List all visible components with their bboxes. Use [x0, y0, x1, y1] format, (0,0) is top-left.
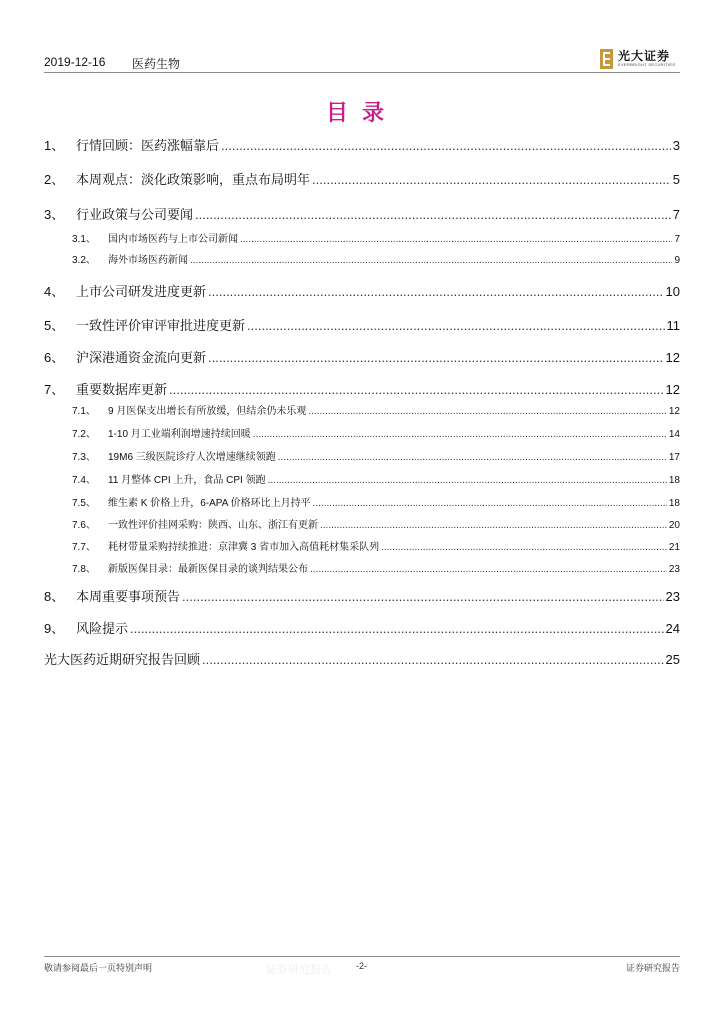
- toc-entry-number: 7.6、: [72, 520, 96, 531]
- toc-entry-page: 9: [674, 255, 680, 266]
- toc-dot-leader: [308, 406, 667, 417]
- toc-entry-number: 7.5、: [72, 498, 96, 509]
- toc-entry-page: 5: [672, 172, 680, 187]
- toc-entry[interactable]: [44, 315, 680, 334]
- toc-entry-number: 7.1、: [72, 406, 96, 417]
- toc-entry-label: 一致性评价审评审批进度更新: [76, 318, 246, 333]
- toc-entry-number: 7.8、: [72, 564, 96, 575]
- toc-dot-leader: [240, 234, 672, 245]
- toc-dot-leader: [202, 652, 664, 667]
- toc-entry-number: 7、: [44, 382, 65, 397]
- footer-report-type: 证券研究报告: [625, 963, 680, 973]
- logo-english-name: EVERBRIGHT SECURITIES: [618, 62, 676, 67]
- toc-entry-label: 9 月医保支出增长有所放缓，但结余仍未乐观: [108, 406, 307, 417]
- toc-dot-leader: [247, 318, 664, 333]
- toc-entry-label: 国内市场医药与上市公司新闻: [108, 234, 238, 245]
- toc-entry-number: 7.2、: [72, 429, 96, 440]
- toc-entry-label: 上市公司研发进度更新: [76, 284, 207, 299]
- toc-entry-label: 一致性评价挂网采购：陕西、山东、浙江有更新: [108, 520, 318, 531]
- toc-entry-page: 23: [668, 564, 680, 575]
- toc-entry-page: 23: [665, 589, 680, 604]
- toc-entry-label: 海外市场医药新闻: [108, 255, 188, 266]
- toc-entry-label: 重要数据库更新: [76, 382, 168, 397]
- toc-dot-leader: [253, 429, 667, 440]
- toc-entry-label: 沪深港通资金流向更新: [76, 350, 207, 365]
- toc-entry-number: 7.4、: [72, 475, 96, 486]
- page-number: -2-: [356, 961, 367, 971]
- toc-entry[interactable]: [44, 402, 680, 417]
- toc-entry[interactable]: [44, 347, 680, 366]
- toc-dot-leader: [182, 589, 664, 604]
- toc-entry-number: 1、: [44, 138, 65, 153]
- toc-entry[interactable]: [44, 281, 680, 300]
- toc-entry-page: 11: [666, 318, 680, 333]
- toc-entry-label: 风险提示: [76, 621, 129, 636]
- toc-entry-number: 6、: [44, 350, 65, 365]
- toc-entry[interactable]: [44, 448, 680, 463]
- toc-entry-page: 18: [668, 475, 680, 486]
- toc-entry[interactable]: [44, 425, 680, 440]
- toc-entry-label: 本周重要事项预告: [76, 589, 181, 604]
- toc-entry[interactable]: [44, 560, 680, 575]
- page-header: [44, 50, 680, 72]
- toc-dot-leader: [208, 350, 664, 365]
- toc-entry[interactable]: [44, 586, 680, 605]
- toc-dot-leader: [313, 498, 667, 509]
- toc-entry-page: 7: [672, 207, 680, 222]
- toc-entry[interactable]: [44, 494, 680, 509]
- toc-entry-number: 4、: [44, 284, 65, 299]
- toc-entry-label: 行业政策与公司要闻: [76, 207, 194, 222]
- toc-entry-number: 8、: [44, 589, 65, 604]
- toc-entry[interactable]: [44, 135, 680, 154]
- toc-entry[interactable]: [44, 516, 680, 531]
- toc-entry-page: 3: [672, 138, 680, 153]
- toc-entry-number: 2、: [44, 172, 65, 187]
- toc-entry-page: 12: [668, 406, 680, 417]
- toc-dot-leader: [195, 207, 671, 222]
- toc-entry[interactable]: [44, 538, 680, 553]
- footer-disclaimer: 敬请参阅最后一页特别声明: [44, 963, 153, 973]
- toc-entry-page: 12: [665, 382, 680, 397]
- toc-entry-page: 21: [668, 542, 680, 553]
- toc-entry[interactable]: [44, 169, 680, 188]
- page-footer: [44, 961, 680, 977]
- toc-dot-leader: [169, 382, 664, 397]
- toc-entry-page: 7: [674, 234, 680, 245]
- toc-entry-label: 本周观点：淡化政策影响，重点布局明年: [76, 172, 311, 187]
- toc-dot-leader: [130, 621, 664, 636]
- logo-chinese-name: 光大证券: [618, 49, 671, 63]
- header-divider: [44, 72, 680, 73]
- toc-entry-label: 新版医保目录：最新医保目录的谈判结果公布: [108, 564, 308, 575]
- toc-entry-label: 光大医药近期研究报告回顾: [44, 652, 201, 667]
- report-sector: 医药生物: [132, 57, 181, 71]
- toc-entry[interactable]: [44, 251, 680, 266]
- toc-entry[interactable]: [44, 471, 680, 486]
- toc-entry-label: 耗材带量采购持续推进：京津冀 3 省市加入高值耗材集采队列: [108, 542, 380, 553]
- toc-entry-page: 14: [668, 429, 680, 440]
- toc-entry-number: 7.3、: [72, 452, 96, 463]
- toc-entry-label: 维生素 K 价格上升，6-APA 价格环比上月持平: [108, 498, 311, 509]
- toc-entry-page: 10: [665, 284, 680, 299]
- report-date: 2019-12-16: [44, 55, 106, 69]
- toc-entry-page: 25: [665, 652, 680, 667]
- toc-entry-label: 19M6 三级医院诊疗人次增速继续领跑: [108, 452, 276, 463]
- toc-entry-number: 3.2、: [72, 255, 96, 266]
- footer-watermark: 证券研究报告: [266, 964, 332, 976]
- toc-dot-leader: [312, 172, 671, 187]
- toc-dot-leader: [320, 520, 667, 531]
- everbright-logo-icon: [600, 49, 614, 69]
- toc-entry-number: 3、: [44, 207, 65, 222]
- toc-dot-leader: [278, 452, 667, 463]
- toc-dot-leader: [190, 255, 672, 266]
- toc-entry[interactable]: [44, 379, 680, 398]
- toc-entry-number: 9、: [44, 621, 65, 636]
- toc-entry-label: 行情回顾：医药涨幅靠后: [76, 138, 220, 153]
- toc-entry-page: 12: [665, 350, 680, 365]
- toc-entry-number: 7.7、: [72, 542, 96, 553]
- toc-entry-page: 18: [668, 498, 680, 509]
- toc-dot-leader: [268, 475, 667, 486]
- toc-entry-label: 11 月整体 CPI 上升，食品 CPI 领跑: [108, 475, 266, 486]
- toc-entry-number: 5、: [44, 318, 65, 333]
- toc-entry[interactable]: [44, 204, 680, 223]
- toc-dot-leader: [208, 284, 664, 299]
- toc-dot-leader: [221, 138, 671, 153]
- toc-entry-page: 20: [668, 520, 680, 531]
- toc-title: 目录: [325, 101, 398, 126]
- toc-entry-page: 17: [668, 452, 680, 463]
- toc-entry-number: 3.1、: [72, 234, 96, 245]
- toc-entry[interactable]: [44, 230, 680, 245]
- everbright-logo: [600, 47, 680, 71]
- toc-dot-leader: [381, 542, 667, 553]
- toc-entry-page: 24: [665, 621, 680, 636]
- toc-entry[interactable]: [44, 618, 680, 637]
- toc-dot-leader: [310, 564, 667, 575]
- toc-entry-label: 1-10 月工业端利润增速持续回暖: [108, 429, 251, 440]
- toc-entry[interactable]: [44, 649, 680, 668]
- footer-divider: [44, 956, 680, 957]
